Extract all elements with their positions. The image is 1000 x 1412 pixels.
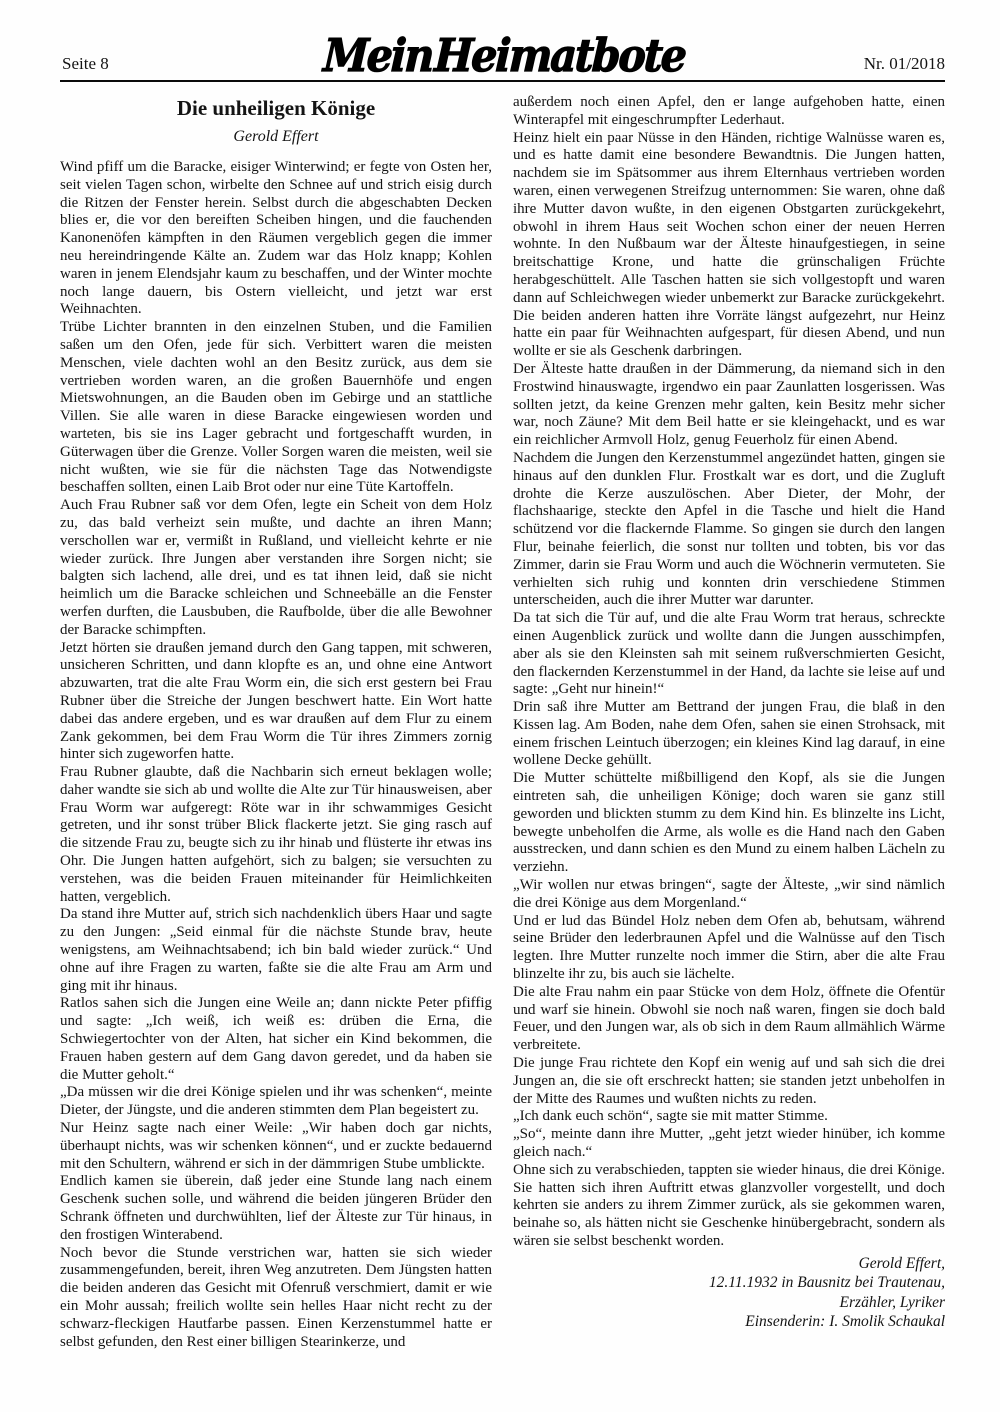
paragraph: Nachdem die Jungen den Kerzenstummel angezündet hatten, gingen sie hinaus auf den dunklen Flur. Frostkalt war es dort, und die Zugluft drohte die Kerze auszulöschen. Aber Dieter, der Mohr, der flachshaarige, steckte den Apfel in die Tasche und hielt die Hand schützend vor die flackernde Flamme. So gingen sie durch den langen Flur, beinahe feierlich, die sonst nur tollten und tobten, bis vor das Zimmer, darin sie Frau Worm und auch die Wöchnerin vermuteten. Sie verhielten sich ruhig und konnten drin verschiedene Stimmen unterscheiden, auch die ihrer Mutter war darunter. <box>513 449 945 609</box>
article-author: Gerold Effert <box>233 128 319 145</box>
right-column-text <box>513 94 945 1251</box>
paragraph: Der Älteste hatte draußen in der Dämmerung, da niemand sich in den Frostwind hinauswagte, irgendwo ein paar Zaunlatten losgerissen. Was sollten jetzt, da keine Grenzen mehr galten, kein Besitz mehr sicher war, noch Zäune? Mit dem Beil hatte er sie kleingehackt, und es war ein reichlicher Armvoll Holz, genug Feuerholz für einen Abend. <box>513 360 945 449</box>
paragraph: Und er lud das Bündel Holz neben dem Ofen ab, behutsam, während seine Brüder den lederbraunen Apfel und die Walnüsse auf den Tisch legten. Ihre Mutter runzelte noch immer die Stirn, aber die alte Frau blinzelte ihr zu, bis auch sie lächelte. <box>513 912 945 983</box>
left-column <box>60 94 492 1351</box>
paragraph: Frau Rubner glaubte, daß die Nachbarin sich erneut beklagen wolle; daher wandte sie sich ab und wollte die Alte zur Tür hinausweisen, aber Frau Worm war aufgeregt: Röte war in ihr schwammiges Gesicht getreten, und ihr sonst trüber Blick flackerte jetzt. Sie ging rasch auf die sitzende Frau zu, beugte sich zu ihr hinab und flüsterte ihr etwas ins Ohr. Die Jungen hatten aufgehört, sich zu balgen; sie versuchten zu verstehen, was die beiden Frauen miteinander für Heimlichkeiten hatten, vergeblich. <box>60 764 492 905</box>
paragraph: Heinz hielt ein paar Nüsse in den Händen, richtige Walnüsse waren es, und es hatte damit eine besondere Bewandtnis. Die Jungen hatten, nachdem sie im Spätsommer aus ihrem Elternhaus vertrieben worden waren, einen verwegenen Streifzug unternommen: Sie waren, ohne daß ihre Mutter davon wußte, in den eigenen Obstgarten zurückgekehrt, obwohl in ihrem Haus seit Wochen schon einer der neuen Herren wohnte. In den Nußbaum war der Älteste hinaufgestiegen, in seine breitschattige Krone, und hatte die grünschaligen Früchte herabgeschüttelt. Alle Taschen hatten sie sich vollgestopft und waren dann auf Schleichwegen wieder unbemerkt zur Baracke zurückgekehrt. Die beiden anderen hatten ihre Vorräte längst aufgezehrt, nur Heinz hatte ein paar für Weihnachten aufgespart, für diesen Abend, und nun wollte er sie als Geschenk darbringen. <box>513 129 945 360</box>
paragraph: Jetzt hörten sie draußen jemand durch den Gang tappen, mit schweren, unsicheren Schritten, und dann klopfte es an, und ohne eine Antwort abzuwarten, trat die alte Frau Worm ein, die sich erst gestern bei Frau Rubner über die Streiche der Jungen beschwert hatte. Ein Wort hatte dabei das andere ergeben, und es war draußen auf dem Flur zu einem Zank gekommen, bei dem Frau Worm die Tür ihres Zimmers zornig hinter sich zugeworfen hatte. <box>60 639 492 763</box>
left-column-text <box>60 159 492 1351</box>
paragraph: Wind pfiff um die Baracke, eisiger Winterwind; er fegte von Osten her, seit vielen Tagen schon, wirbelte den Schnee auf und strich eisig durch die Ritzen der Fenster herein. Selbst durch die abgeschabten Decken blies er, die vor den bereiften Scheiben hingen, und die fauchenden Kanonenöfen kämpften in den Räumen vergeblich gegen die immer neu hereindringende Kälte an. Zudem war das Holz knapp; Kohlen waren in jenem Elendsjahr kaum zu beschaffen, und der Winter mochte noch lange dauern, bis Ostern vielleicht, und jetzt war erst Weihnachten. <box>60 159 492 318</box>
paragraph: Endlich kamen sie überein, daß jeder eine Stunde lang nach einem Geschenk suchen solle, und während die beiden jüngeren Brüder den Schrank öffneten und durchwühlten, lief der Älteste zur Tür hinaus, in den frostigen Winterabend. <box>60 1173 492 1243</box>
page-header <box>60 20 945 82</box>
author-credit-line: Erzähler, Lyriker <box>839 1293 945 1311</box>
article-columns <box>60 94 945 1351</box>
paragraph: Da stand ihre Mutter auf, strich sich nachdenklich übers Haar und sagte zu den Jungen: „Seid einmal für die nächste Stunde brav, heute wenigstens, am Weihnachtsabend; ich bin bald wieder zurück.“ Und ohne auf ihre Fragen zu warten, faßte sie die alte Frau am Arm und ging mit ihr hinaus. <box>60 906 492 994</box>
paragraph: „Wir wollen nur etwas bringen“, sagte der Älteste, „wir sind nämlich die drei Könige aus dem Morgenland.“ <box>513 877 945 911</box>
paragraph: „Ich dank euch schön“, sagte sie mit matter Stimme. <box>513 1108 828 1125</box>
page-number-label: Seite 8 <box>62 54 109 73</box>
paragraph: Die junge Frau richtete den Kopf ein wenig auf und sah sich die drei Jungen an, die sie oft erschreckt hatten; sie standen jetzt unbeholfen in der Mitte des Raumes und wußten nichts zu reden. <box>513 1055 945 1107</box>
author-credit-line: Einsenderin: I. Smolik Schaukal <box>745 1313 945 1331</box>
article-title: Die unheiligen Könige <box>176 96 376 120</box>
paragraph: außerdem noch einen Apfel, den er lange aufgehoben hatte, einen Winterapfel mit eingeschrumpfter Lederhaut. <box>513 94 945 128</box>
masthead-logo: Mein Heimatbote <box>321 29 686 83</box>
author-credit-line: Gerold Effert, <box>858 1254 945 1272</box>
paragraph: Ratlos sahen sich die Jungen eine Weile an; dann nickte Peter pfiffig und sagte: „Ich weiß, ich weiß es: drüben die Erna, die Schwiegertochter von der Alten, hat sicher ein Kind bekommen, die Frauen haben gestern auf dem Gang davon geredet, und da haben sie die Mutter geholt.“ <box>60 995 492 1083</box>
paragraph: Ohne sich zu verabschieden, tappten sie wieder hinaus, die drei Könige. Sie hatten sich ihren Auftritt etwas glanzvoller vorgestellt, und doch kehrten sie anders zu ihrem Zimmer zurück, als sie gekommen waren, beinahe so, als hätten nicht sie Geschenke hinübergebracht, sondern als wären sie selbst beschenkt worden. <box>513 1161 945 1249</box>
paragraph: Drin saß ihre Mutter am Bettrand der jungen Frau, die blaß in den Kissen lag. Am Boden, nahe dem Ofen, sahen sie einen Strohsack, mit einem frischen Leintuch überzogen; ein kleines Kind lag darauf, in eine wollene Decke gehüllt. <box>513 699 945 769</box>
author-credit-line: 12.11.1932 in Bausnitz bei Trautenau, <box>708 1274 945 1292</box>
issue-number-label: Nr. 01/2018 <box>863 54 945 73</box>
paragraph: Nur Heinz sagte nach einer Weile: „Wir haben doch gar nichts, überhaupt nichts, was wir schenken können“, und er zuckte bedauernd mit den Schultern, während er sich in der dämmrigen Stube umblickte. <box>60 1120 492 1172</box>
right-column <box>513 94 945 1351</box>
paragraph: „Da müssen wir die drei Könige spielen und ihr was schenken“, meinte Dieter, der Jüngste, und die anderen stimmten dem Plan begeistert zu. <box>60 1084 492 1119</box>
author-credit-block <box>513 1254 945 1332</box>
paragraph: Die alte Frau nahm ein paar Stücke von dem Holz, öffnete die Ofentür und warf sie hinein. Obwohl sie noch naß waren, fingen sie doch bald Feuer, und den Jungen war, als ob sich in dem Raum allmählich Wärme verbreitete. <box>513 983 945 1054</box>
paragraph: Auch Frau Rubner saß vor dem Ofen, legte ein Scheit von dem Holz zu, das bald verheizt sein mußte, und dachte an ihren Mann; verschollen war er, vermißt in Rußland, und vielleicht kehrte er nie wieder zurück. Ihre Jungen aber verstanden ihre Sorgen nicht; sie balgten sich lachend, alle drei, und es tat ihnen leid, daß sie nicht heimlich um die Baracke schleichen und Schneebälle an die Fenster werfen durften, die Lausbuben, die Raufbolde, über die alle Bewohner der Baracke schimpften. <box>60 497 492 638</box>
paragraph: Trübe Lichter brannten in den einzelnen Stuben, und die Familien saßen um den Ofen, jede für sich. Verbittert waren die meisten Menschen, viele dachten wohl an den Besitz zurück, aus dem sie vertrieben worden waren, an die großen Bauernhöfe und engen Mietswohnungen, an die Bauden oben im Gebirge und an stattliche Villen. Sie alle waren in diese Baracke eingewiesen worden und warteten, bis sie ins Lager gebracht und fortgeschafft wurden, in Güterwagen über die Grenze. Voller Sorgen waren die meisten, weil sie nicht wußten, wie sie für die nächsten Tage das Notwendigste beschaffen sollten, einen Laib Brot oder nur eine Tüte Kartoffeln. <box>60 319 492 496</box>
paragraph: „So“, meinte dann ihre Mutter, „geht jetzt wieder hinüber, ich komme gleich nach.“ <box>513 1126 945 1161</box>
paragraph: Noch bevor die Stunde verstrichen war, hatten sie sich wieder zusammengefunden, bereit, ihren Weg anzutreten. Dem Jüngsten hatten die beiden anderen das Gesicht mit Ofenruß verschmiert, damit er wie ein Mohr aussah; freilich wollte sein helles Haar nicht recht zu der schwarz-fleckigen Hautfarbe passen. Einen Kerzenstummel hatte er selbst gefunden, den Rest einer billigen Stearinkerze, und <box>60 1244 492 1350</box>
paragraph: Da tat sich die Tür auf, und die alte Frau Worm trat heraus, schreckte einen Augenblick zurück und wollte dann die Jungen ausschimpfen, aber als sie den Kleinsten sah mit seinem rußverschmierten Gesicht, den flackernden Kerzenstummel in der Hand, da lachte sie leise auf und sagte: „Geht nur hinein!“ <box>513 610 945 698</box>
paragraph: Die Mutter schüttelte mißbilligend den Kopf, als sie die Jungen eintreten sah, die unheiligen Könige; doch waren sie ganz still geworden und blickten stumm zu dem Kind hin. Es blinzelte ins Licht, bewegte unbeholfen die Arme, als wolle es die Hand nach den Gaben ausstrecken, und dann schien es den Mund zu einem halben Lächeln zu verziehn. <box>513 770 945 876</box>
